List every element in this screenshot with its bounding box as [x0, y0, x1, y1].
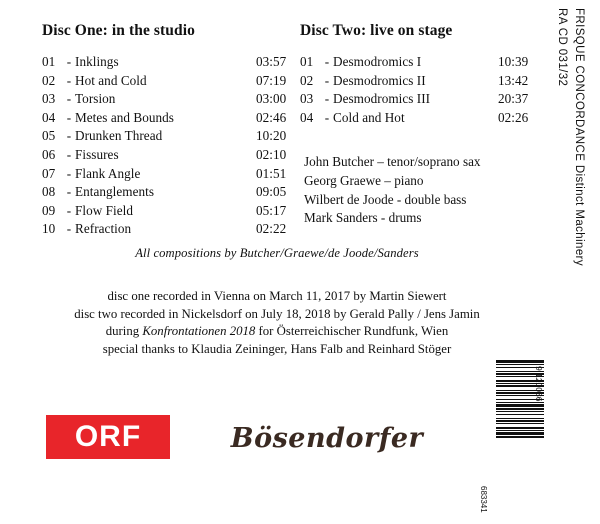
track-row — [300, 53, 542, 72]
recording-credits — [0, 288, 554, 358]
track-number: 02 — [42, 72, 56, 88]
track-title: Desmodromics II — [333, 72, 426, 88]
barcode-digits: 683341 — [479, 486, 488, 513]
personnel-item: Mark Sanders - drums — [304, 210, 422, 226]
album-title-spine: FRISQUE CONCORDANCE Distinct Machinery — [573, 8, 585, 267]
track-row — [300, 109, 542, 128]
track-dash: - — [66, 165, 72, 181]
track-time: 07:19 — [256, 72, 287, 88]
track-dash: - — [66, 221, 72, 237]
track-row — [42, 72, 300, 91]
barcode-ean-number: 9 120036 — [534, 366, 544, 402]
compositions-credit: All compositions by Butcher/Graewe/de Joode/Sanders — [135, 246, 419, 260]
track-time: 03:57 — [256, 54, 287, 69]
bosendorfer-logo — [222, 414, 432, 462]
track-title: Drunken Thread — [75, 128, 163, 144]
track-number: 02 — [300, 72, 314, 88]
track-time: 10:39 — [498, 54, 529, 69]
track-time: 02:46 — [256, 109, 287, 125]
track-time: 02:10 — [256, 146, 287, 162]
festival-name: Konfrontationen 2018 — [142, 324, 256, 339]
track-title: Refraction — [75, 221, 132, 237]
track-dash: - — [66, 146, 72, 162]
track-dash: - — [66, 91, 72, 107]
track-number: 06 — [42, 146, 56, 162]
personnel-item: Wilbert de Joode - double bass — [304, 191, 467, 207]
track-title: Desmodromics I — [333, 54, 422, 69]
track-row — [300, 90, 542, 109]
track-dash: - — [66, 202, 72, 218]
credit-line-3-suffix: for Österreichischer Rundfunk, Wien — [255, 324, 449, 339]
track-title: Flow Field — [75, 202, 134, 218]
track-time: 13:42 — [498, 72, 529, 88]
credit-line-3-prefix: during — [105, 324, 143, 339]
track-row — [42, 202, 300, 221]
track-title: Inklings — [75, 54, 119, 69]
track-dash: - — [324, 109, 330, 125]
credit-line-3 — [0, 323, 554, 341]
track-dash: - — [66, 72, 72, 88]
track-time: 02:22 — [256, 221, 287, 237]
track-number: 07 — [42, 165, 56, 181]
track-row — [42, 90, 300, 109]
orf-logo — [46, 415, 170, 459]
track-number: 08 — [42, 184, 56, 200]
personnel-item: Georg Graewe – piano — [304, 172, 424, 188]
track-number: 03 — [300, 91, 314, 107]
tracklist-columns — [42, 22, 542, 239]
track-time: 05:17 — [256, 202, 287, 218]
disc-one-heading: Disc One: in the studio — [42, 22, 196, 39]
credit-line-4: special thanks to Klaudia Zeininger, Hans Falb and Reinhard Stöger — [102, 341, 452, 356]
bosendorfer-logo-text: Bösendorfer — [230, 422, 424, 454]
personnel-list — [300, 153, 542, 227]
track-number: 09 — [42, 202, 56, 218]
track-title: Cold and Hot — [333, 109, 405, 125]
track-time: 20:37 — [498, 91, 529, 107]
track-number: 04 — [300, 109, 314, 125]
credit-line-1: disc one recorded in Vienna on March 11, 2017 by Martin Siewert — [107, 289, 447, 303]
track-time: 01:51 — [256, 165, 287, 181]
track-dash: - — [324, 54, 330, 69]
track-row — [42, 165, 300, 184]
track-number: 05 — [42, 128, 56, 144]
track-row — [300, 72, 542, 91]
disc-two-column — [300, 22, 542, 239]
track-row — [42, 109, 300, 128]
track-number: 10 — [42, 221, 56, 237]
orf-logo-text: ORF — [74, 420, 142, 453]
track-number: 01 — [42, 54, 56, 69]
track-title: Torsion — [75, 91, 116, 107]
disc-two-heading: Disc Two: live on stage — [300, 22, 453, 39]
track-dash: - — [66, 128, 72, 144]
track-dash: - — [324, 72, 330, 88]
track-number: 03 — [42, 91, 56, 107]
track-row — [42, 183, 300, 202]
track-time: 09:05 — [256, 184, 287, 200]
track-title: Hot and Cold — [75, 72, 147, 88]
track-row — [42, 127, 300, 146]
catalog-number: RA CD 031/32 — [556, 8, 568, 87]
track-time: 02:26 — [498, 109, 529, 125]
track-title: Entanglements — [75, 184, 155, 200]
personnel-item: John Butcher – tenor/soprano sax — [304, 154, 481, 170]
track-title: Metes and Bounds — [75, 109, 174, 125]
track-title: Fissures — [75, 146, 119, 162]
track-dash: - — [324, 91, 330, 107]
track-row — [42, 220, 300, 239]
track-row — [42, 146, 300, 165]
track-dash: - — [66, 184, 72, 200]
track-number: 01 — [300, 54, 314, 69]
spine — [554, 0, 600, 524]
track-dash: - — [66, 109, 72, 125]
track-dash: - — [66, 54, 72, 69]
track-title: Desmodromics III — [333, 91, 431, 107]
track-time: 10:20 — [256, 128, 287, 144]
track-row — [42, 53, 300, 72]
barcode — [479, 360, 556, 513]
credit-line-2: disc two recorded in Nickelsdorf on July 18, 2018 by Gerald Pally / Jens Jamin — [74, 306, 480, 321]
track-time: 03:00 — [256, 91, 287, 107]
track-number: 04 — [42, 109, 56, 125]
track-title: Flank Angle — [75, 165, 141, 181]
disc-one-column — [42, 22, 300, 239]
